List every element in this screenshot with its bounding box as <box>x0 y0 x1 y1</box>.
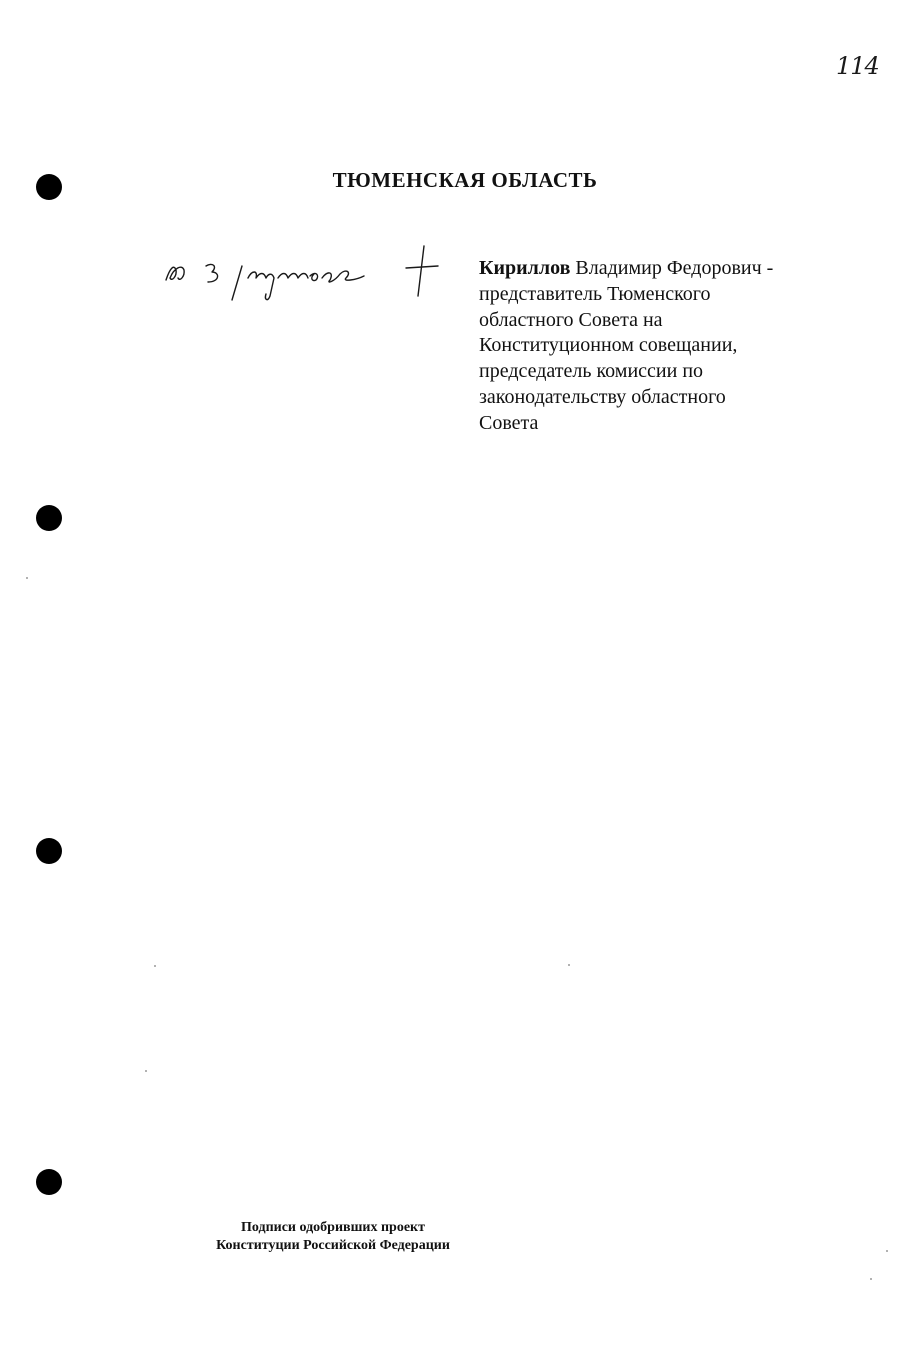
person-line: областного Совета на <box>479 308 663 331</box>
punch-hole <box>36 838 62 864</box>
scan-speck <box>870 1278 872 1280</box>
region-title: ТЮМЕНСКАЯ ОБЛАСТЬ <box>332 168 598 192</box>
footer-line: Подписи одобривших проект <box>241 1220 425 1235</box>
person-line: законодательству областного <box>479 385 726 408</box>
person-line: Конституционном совещании, <box>479 334 738 357</box>
person-line: председатель комиссии по <box>479 360 704 383</box>
footer-caption <box>180 1219 486 1255</box>
handwriting-drawing <box>160 238 460 318</box>
scan-speck <box>145 1070 147 1072</box>
scan-speck <box>886 1250 888 1252</box>
scan-speck <box>568 964 570 966</box>
punch-hole <box>36 174 62 200</box>
page-number: 114 <box>836 52 879 80</box>
punch-hole <box>36 505 62 531</box>
scan-speck <box>26 577 28 579</box>
person-name: Владимир Федорович - <box>575 257 774 279</box>
person-entry <box>479 256 839 437</box>
footer-line: Конституции Российской Федерации <box>216 1238 450 1253</box>
person-line: представитель Тюменского <box>479 282 711 305</box>
handwritten-note <box>160 238 460 318</box>
person-surname: Кириллов <box>479 257 571 279</box>
person-line: Совета <box>479 411 539 434</box>
punch-hole <box>36 1169 62 1195</box>
scan-speck <box>154 965 156 967</box>
person-line <box>479 256 839 282</box>
